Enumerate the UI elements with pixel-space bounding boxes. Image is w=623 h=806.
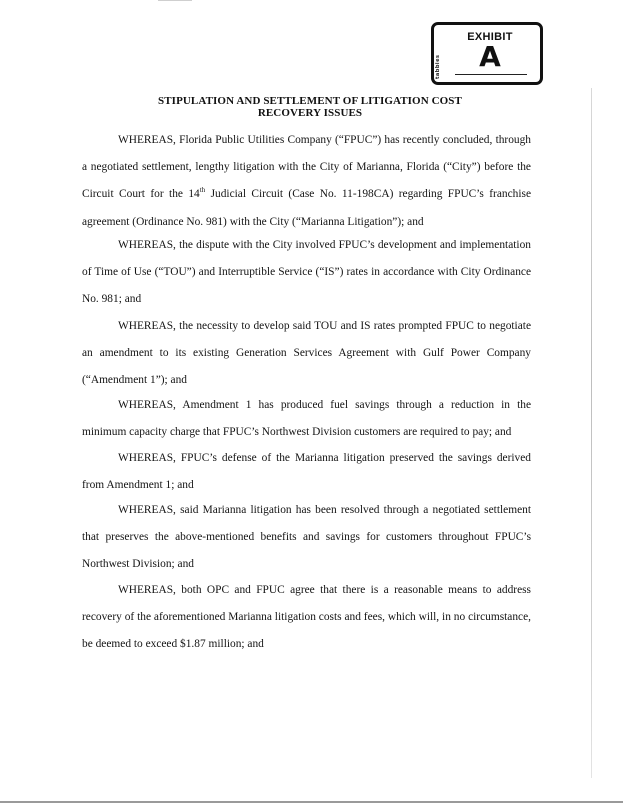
- document-title: [80, 95, 540, 119]
- paragraph-whereas-5: WHEREAS, FPUC’s defense of the Marianna litigation preserved the savings derived from Amendment 1; and: [82, 452, 531, 492]
- exhibit-underline: [455, 74, 527, 75]
- paragraph-text: WHEREAS, Florida Public Utilities Company (“FPUC”) has recently concluded, through a negotiated settlement, lengthy litigation with the City of Marianna, Florida (“City”) before the Circuit Court for the 14: [82, 134, 531, 201]
- scan-artifact-top: [158, 0, 192, 1]
- exhibit-letter: A: [479, 40, 501, 73]
- title-line-1: STIPULATION AND SETTLEMENT OF LITIGATION COST: [158, 95, 462, 107]
- title-line-2: RECOVERY ISSUES: [257, 107, 363, 119]
- paragraph-text: Judicial Circuit (Case No. 11-198CA) regarding FPUC’s franchise agreement (Ordinance No. 981) with the City (“Marianna Litigation”); and: [82, 188, 531, 228]
- exhibit-sticker: [431, 22, 543, 85]
- exhibit-title: EXHIBIT: [467, 31, 513, 43]
- scan-artifact-edge: [591, 88, 592, 778]
- paragraph-whereas-2: WHEREAS, the dispute with the City involved FPUC’s development and implementation of Time of Use (“TOU”) and Interruptible Service (“IS”) rates in accordance with City Ordinance No. 981; and: [82, 239, 531, 306]
- exhibit-sticker-brand: tabbies: [435, 54, 441, 79]
- ordinal-suffix: th: [199, 186, 206, 195]
- paragraph-whereas-4: WHEREAS, Amendment 1 has produced fuel savings through a reduction in the minimum capacity charge that FPUC’s Northwest Division customers are required to pay; and: [82, 399, 531, 439]
- paragraph-whereas-3: WHEREAS, the necessity to develop said TOU and IS rates prompted FPUC to negotiate an amendment to its existing Generation Services Agreement with Gulf Power Company (“Amendment 1”); and: [82, 320, 531, 387]
- paragraph-whereas-6: WHEREAS, said Marianna litigation has been resolved through a negotiated settlement that preserves the above-mentioned benefits and savings for customers throughout FPUC’s Northwest Division; and: [82, 504, 531, 571]
- paragraph-whereas-1: [82, 127, 531, 236]
- scan-artifact-bottom: [0, 801, 623, 803]
- paragraph-whereas-7: WHEREAS, both OPC and FPUC agree that there is a reasonable means to address recovery of the aforementioned Marianna litigation costs and fees, which will, in no circumstance, be deemed to exceed $1.87 million; and: [82, 584, 531, 651]
